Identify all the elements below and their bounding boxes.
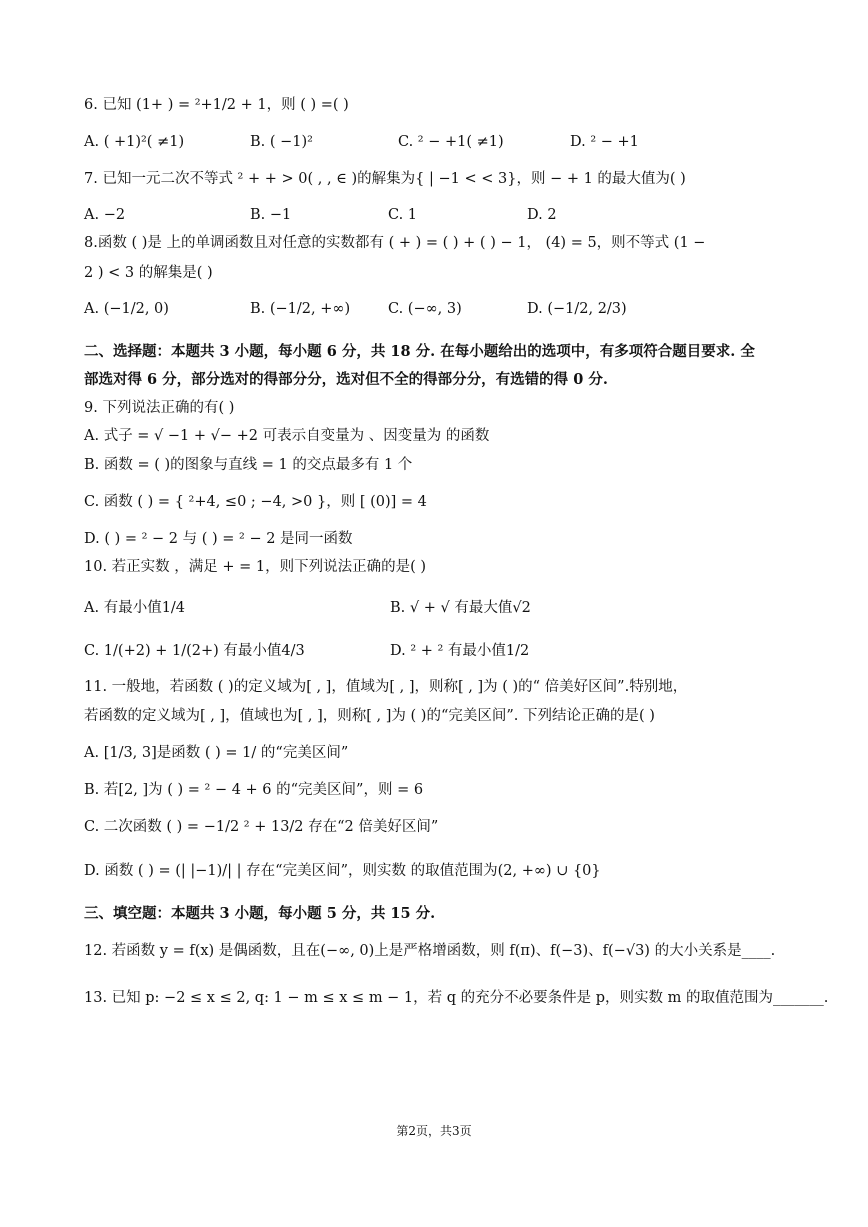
q8-option-c: C. (−∞, 3) [388, 301, 462, 317]
q11-option-c: C. 二次函数 ( ) = −1/2 ² + 13/2 存在“2 倍美好区间” [84, 819, 439, 835]
question-12: 12. 若函数 y = f(x) 是偶函数，且在(−∞, 0)上是严格增函数，则 f(π)、f(−3)、f(−√3) 的大小关系是____. [84, 943, 776, 959]
q8-stem-line1: 8.函数 ( )是 上的单调函数且对任意的实数都有 ( + ) = ( ) + ( ) − 1， (4) = 5，则不等式 (1 − [84, 235, 706, 251]
q8-option-d: D. (−1/2, 2/3) [527, 301, 627, 317]
q8-option-b: B. (−1/2, +∞) [250, 301, 351, 317]
q11-line1: 11. 一般地，若函数 ( )的定义域为[ , ]，值域为[ , ]，则称[ , ]为 ( )的“ 倍美好区间”.特别地， [84, 679, 688, 695]
q10-stem: 10. 若正实数 ，满足 + = 1，则下列说法正确的是( ) [84, 559, 427, 575]
q11-line2: 若函数的定义域为[ , ]，值域也为[ , ]，则称[ , ]为 ( )的“完美区间”. 下列结论正确的是( ) [84, 708, 655, 724]
q11-option-b: B. 若[2, ]为 ( ) = ² − 4 + 6 的“完美区间”，则 = 6 [84, 782, 424, 798]
q6-option-c: C. ² − +1( ≠1) [398, 134, 504, 150]
q10-option-a: A. 有最小值1/4 [84, 600, 186, 616]
q8-stem-line2: 2 ) < 3 的解集是( ) [84, 265, 213, 281]
section-2-line1: 二、选择题：本题共 3 小题，每小题 6 分，共 18 分. 在每小题给出的选项中，有多项符合题目要求. 全 [84, 343, 755, 360]
q9-option-c: C. 函数 ( ) = { ²+4, ≤0 ; −4, >0 }，则 [ (0)] = 4 [84, 494, 427, 510]
question-13: 13. 已知 p: −2 ≤ x ≤ 2, q: 1 − m ≤ x ≤ m − 1，若 q 的充分不必要条件是 p，则实数 m 的取值范围为_______. [84, 990, 829, 1006]
q7-option-d: D. 2 [527, 207, 557, 223]
section-2-line2: 部选对得 6 分，部分选对的得部分分，选对但不全的得部分分，有选错的得 0 分. [84, 371, 608, 388]
q8-option-a: A. (−1/2, 0) [84, 301, 169, 317]
q7-option-c: C. 1 [388, 207, 418, 223]
q6-option-d: D. ² − +1 [570, 134, 639, 150]
q7-option-a: A. −2 [84, 207, 126, 223]
section-3-header: 三、填空题：本题共 3 小题，每小题 5 分，共 15 分. [84, 905, 436, 922]
q6-option-b: B. ( −1)² [250, 134, 313, 150]
q9-stem: 9. 下列说法正确的有( ) [84, 400, 235, 416]
q9-option-d: D. ( ) = ² − 2 与 ( ) = ² − 2 是同一函数 [84, 531, 353, 547]
q9-option-a: A. 式子 = √ −1 + √− +2 可表示自变量为 、因变量为 的函数 [84, 428, 490, 444]
q6-stem: 6. 已知 (1+ ) = ²+1/2 + 1，则 ( ) =( ) [84, 97, 349, 113]
q11-option-d: D. 函数 ( ) = (| |−1)/| | 存在“完美区间”，则实数 的取值范围为(2, +∞) ∪ {0} [84, 863, 601, 879]
q10-option-d: D. ² + ² 有最小值1/2 [390, 643, 530, 659]
q10-option-b: B. √ + √ 有最大值√2 [390, 600, 531, 616]
q6-option-a: A. ( +1)²( ≠1) [84, 134, 185, 150]
q11-option-a: A. [1/3, 3]是函数 ( ) = 1/ 的“完美区间” [84, 745, 349, 761]
q10-option-c: C. 1/(+2) + 1/(2+) 有最小值4/3 [84, 643, 305, 659]
q7-option-b: B. −1 [250, 207, 292, 223]
q7-stem: 7. 已知一元二次不等式 ² + + > 0( , , ∈ )的解集为{ | −1 < < 3}，则 − + 1 的最大值为( ) [84, 171, 686, 187]
q9-option-b: B. 函数 = ( )的图象与直线 = 1 的交点最多有 1 个 [84, 457, 413, 473]
page-footer: 第2页，共3页 [396, 1124, 472, 1138]
